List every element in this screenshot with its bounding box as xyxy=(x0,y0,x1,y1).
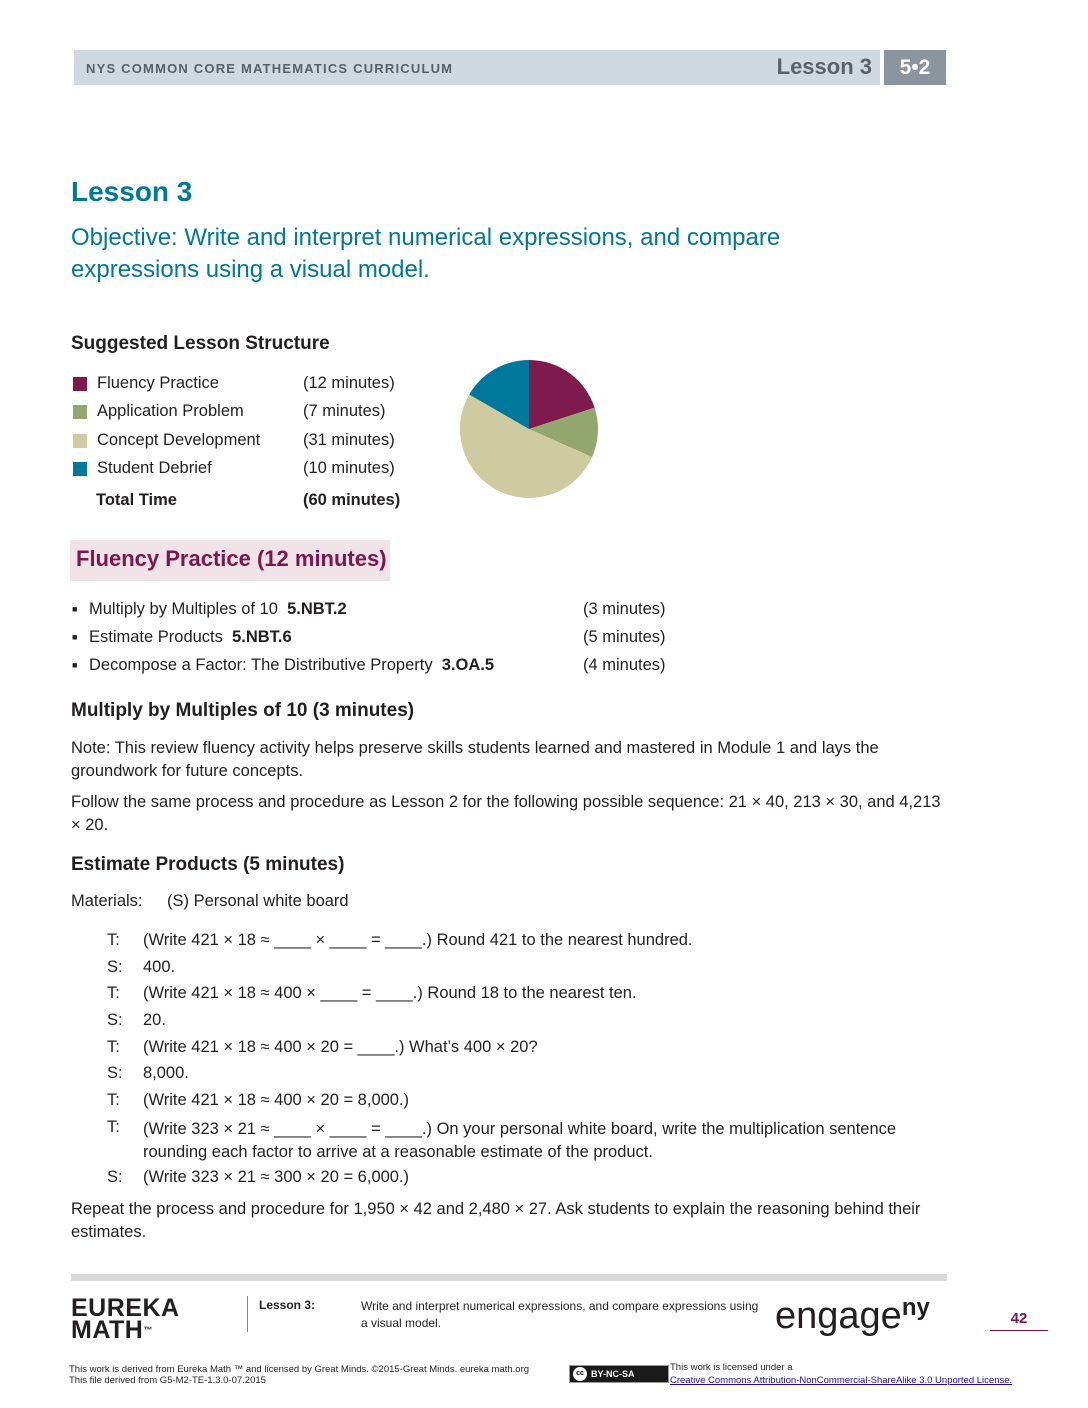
legend-swatch-debrief xyxy=(73,462,87,476)
fluency-item-text: Decompose a Factor: The Distributive Property xyxy=(89,656,433,674)
standard-tag: 3.OA.5 xyxy=(441,656,495,674)
legend-swatch-concept xyxy=(73,434,87,448)
dialogue-line: (Write 323 × 21 ≈ 300 × 20 = 6,000.) xyxy=(143,1168,410,1186)
footer-divider xyxy=(71,1274,947,1281)
speaker-label: S: xyxy=(107,958,123,976)
structure-item-label: Application Problem xyxy=(97,402,244,420)
fluency-heading: Fluency Practice (12 minutes) xyxy=(76,546,387,571)
eureka-math-logo xyxy=(71,1294,180,1344)
license-line-1: This work is licensed under a xyxy=(670,1362,793,1373)
structure-item-label: Fluency Practice xyxy=(97,374,219,392)
dialogue-line: 8,000. xyxy=(143,1064,189,1082)
page-number: 42 xyxy=(1010,1310,1028,1327)
dialogue-line: (Write 323 × 21 ≈ ____ × ____ = ____.) On your personal white board, write the multiplication sentence rounding each factor to arrive at a reasonable estimate of the product. xyxy=(143,1120,897,1161)
credit-line-1: This work is derived from Eureka Math ™ and licensed by Great Minds. ©2015-Great Minds. eureka math.org xyxy=(69,1364,530,1375)
license-link[interactable]: Creative Commons Attribution-NonCommercial-ShareAlike 3.0 Unported License. xyxy=(670,1375,1013,1386)
dialogue-line: 20. xyxy=(143,1011,166,1029)
repeat-paragraph: Repeat the process and procedure for 1,950 × 42 and 2,480 × 27. Ask students to explain the reasoning behind their estimates. xyxy=(71,1200,921,1241)
logo-line-2: MATH™ xyxy=(71,1316,153,1344)
fluency-item-time: (3 minutes) xyxy=(583,600,666,618)
bullet-icon: ■ xyxy=(72,604,78,614)
fluency-item-time: (5 minutes) xyxy=(583,628,666,646)
materials-value: (S) Personal white board xyxy=(167,892,349,910)
multiply-follow: Follow the same process and procedure as Lesson 2 for the following possible sequence: 21 × 40, 213 × 30, and 4,213 × 20. xyxy=(71,793,941,834)
speaker-label: T: xyxy=(107,984,120,1002)
fluency-item-text: Estimate Products xyxy=(89,628,223,646)
fluency-item xyxy=(89,628,292,647)
structure-item-label: Concept Development xyxy=(97,431,261,449)
cc-icon: cc xyxy=(573,1367,587,1381)
curriculum-title: NYS COMMON CORE MATHEMATICS CURRICULUM xyxy=(86,61,454,76)
legend-swatch-application xyxy=(73,405,87,419)
dialogue-line: (Write 421 × 18 ≈ 400 × ____ = ____.) Round 18 to the nearest ten. xyxy=(143,984,637,1002)
dialogue-line: 400. xyxy=(143,958,176,976)
credit-line-2: This file derived from G5-M2-TE-1.3.0-07.2015 xyxy=(69,1375,266,1386)
dialogue-line: (Write 421 × 18 ≈ ____ × ____ = ____.) Round 421 to the nearest hundred. xyxy=(143,931,693,949)
total-label: Total Time xyxy=(96,491,177,509)
module-badge: 5•2 xyxy=(884,50,946,85)
structure-heading: Suggested Lesson Structure xyxy=(71,333,330,354)
fluency-item xyxy=(89,656,494,675)
dialogue-line: (Write 421 × 18 ≈ 400 × 20 = ____.) What’s 400 × 20? xyxy=(143,1038,538,1056)
structure-item-label: Student Debrief xyxy=(97,459,212,477)
fluency-item xyxy=(89,600,347,619)
dialogue-line: (Write 421 × 18 ≈ 400 × 20 = 8,000.) xyxy=(143,1091,410,1109)
page-number-underline xyxy=(990,1330,1048,1331)
bullet-icon: ■ xyxy=(72,632,78,642)
structure-item-time: (10 minutes) xyxy=(303,459,395,477)
speaker-label: S: xyxy=(107,1064,123,1082)
structure-item-time: (7 minutes) xyxy=(303,402,386,420)
standard-tag: 5.NBT.6 xyxy=(232,628,292,646)
cc-license-badge: cc BY-NC-SA xyxy=(569,1365,669,1383)
structure-item-time: (12 minutes) xyxy=(303,374,395,392)
footer-lesson-desc: Write and interpret numerical expressions, and compare expressions using a visual model. xyxy=(361,1299,759,1330)
fluency-item-text: Multiply by Multiples of 10 xyxy=(89,600,278,618)
objective: Objective: Write and interpret numerical expressions, and compare expressions using a visual model. xyxy=(71,224,781,283)
multiply-heading: Multiply by Multiples of 10 (3 minutes) xyxy=(71,700,415,721)
total-time: (60 minutes) xyxy=(303,491,401,509)
materials-label: Materials: xyxy=(71,892,143,910)
speaker-label: T: xyxy=(107,1118,120,1136)
footer-separator xyxy=(247,1296,248,1332)
engageny-logo: engage$^{ny}$ xyxy=(775,1294,930,1337)
logo-line-1: EUREKA xyxy=(71,1294,180,1322)
header-lesson: Lesson 3 xyxy=(776,54,872,79)
estimate-heading: Estimate Products (5 minutes) xyxy=(71,854,345,875)
structure-item-time: (31 minutes) xyxy=(303,431,395,449)
standard-tag: 5.NBT.2 xyxy=(287,600,347,618)
bullet-icon: ■ xyxy=(72,660,78,670)
speaker-label: S: xyxy=(107,1168,123,1186)
multiply-note: Note: This review fluency activity helps preserve skills students learned and mastered in Module 1 and lays the groundwork for future concepts. xyxy=(71,739,879,780)
lesson-title: Lesson 3 xyxy=(71,176,193,207)
fluency-item-time: (4 minutes) xyxy=(583,656,666,674)
speaker-label: S: xyxy=(107,1011,123,1029)
lesson-structure-pie-chart xyxy=(455,355,605,505)
speaker-label: T: xyxy=(107,931,120,949)
legend-swatch-fluency xyxy=(73,377,87,391)
footer-lesson-label: Lesson 3: xyxy=(259,1298,316,1312)
speaker-label: T: xyxy=(107,1038,120,1056)
speaker-label: T: xyxy=(107,1091,120,1109)
